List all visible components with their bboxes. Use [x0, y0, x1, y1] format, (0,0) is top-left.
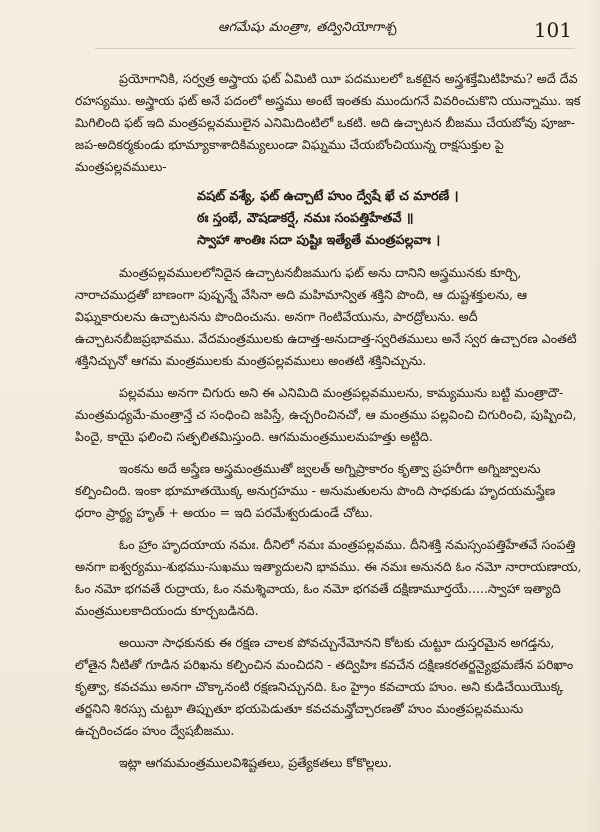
paragraph-1: మంత్రపల్లవములలోనిదైన ఉచ్చాటనబీజముగు ఫట్ అను దానిని అస్త్రమునకు కూర్చి, నారాచముద్రతో బాణంగా పుష్పన్నే వేసినా అది మహిమాన్విత శక్తిని పొంది, ఆ దుష్టశక్తులను, ఆ విఘ్నకారులను ఉచ్చాటనను పొందించును. అనగా గెంటివేయును, పారద్రోలును. అదీ ఉచ్చాటనబీజప్రభావము. వేదమంత్రములకు ఉదాత్త-అనుదాత్త-స్వరితములు అనే స్వర ఉచ్చారణ ఎంతటి శక్తినిచ్చునో ఆగమ మంత్రములకు మంత్రపల్లవములు అంతటి శక్తినిచ్చును. — [75, 265, 577, 368]
page-number: 101 — [533, 18, 572, 42]
paragraph-6: ఇట్లా ఆగమమంత్రములవిశిష్టతలు, ప్రత్యేకతలు కోకొల్లలు. — [119, 755, 392, 770]
verse-line-1: వషట్ వశ్యే, ఫట్ ఉచ్చాటే హుం ద్వేషే ఖే చ మారణే । — [197, 189, 459, 204]
page-content — [75, 68, 585, 784]
verse-line-2: ఠః స్తంభే, వౌషడాకర్షే, నమః సంపత్తిహేతవే ॥ — [197, 211, 414, 226]
verse-line-3: స్వాహా శాంతిః సదా పుష్టిః ఇత్యేతే మంత్రపల్లవాః । — [197, 233, 441, 248]
paragraph-4: ఓం హ్రాం హృదయాయ నమః. దీనిలో నమః మంత్రపల్లవము. దీనిశక్తి నమస్సంపత్తిహేతవే సంపత్తి అనగా ఐశ్వర్యము-శుభము-సుఖము ఇత్యాదులని భావము. ఈ నమః అనునది ఓం నమో నారాయణాయ, ఓం నమో భగవతే రుద్రాయ, ఓం నమశ్శివాయ, ఓం నమో భగవతే దక్షిణామూర్తయే.....స్వాహా ఇత్యాది మంత్రములకాదియందు కూర్చబడినది. — [75, 537, 582, 618]
header-divider — [95, 48, 575, 49]
paragraph-5: అయినా సాధకునకు ఈ రక్షణ చాలక పోవచ్చునేమోనని కోటకు చుట్టూ దుస్తరమైన అగడ్తను, లోతైన నీటితో గూడిన పరిఖను కల్పించిన మంచిదని - తద్విహిః కవచేన దక్షిణకరతర్జన్యైభ్రమణేన పరిఖాం కృత్వా, కవచము అనగా చొక్కానంటి రక్షణనిచ్చునది. ఓం హ్రైం కవచాయ హుం. అని కుడిచేయియొక్క తర్జనిని శిరస్సు చుట్టూ తిప్పుతూ భయపెడుతూ కవచమన్త్రోచ్చారణతో హుం మంత్రపల్లవమును ఉచ్చరించడం హుం ద్వేషబీజము. — [75, 635, 574, 738]
verse-block — [75, 186, 585, 252]
paragraph-3: ఇంకను అదే అస్త్రేణ అస్త్రమంత్రముతో జ్వలత్ అగ్నిప్రాకారం కృత్వా ప్రహరీగా అగ్నిజ్వాలను కల్పించింది. ఇంకా భూమాతయొక్క అనుగ్రహము - అనుమతులను పొంది సాధకుడు హృదయమస్త్రేణ ధరాం ప్రార్థ్య హృత్ + అయం = ఇది పరమేశ్వరుడుండే చోటు. — [75, 461, 556, 520]
paper-edge-shadow — [584, 0, 600, 832]
paragraph-intro: ప్రయోగానికి, సర్వత్ర అస్త్రాయ ఫట్ ఏమిటి యీ పదములలో ఒకటైన అస్త్రశక్తేమిటిహిమ? అదే దేవ రహస్యము. అస్త్రాయ ఫట్ అనే పదంలో అస్త్రము అంటే ఇంతకు ముందుగనే వివరించుకొని యున్నాము. ఇక మిగిలింది ఫట్ ఇది మంత్రపల్లవములైన ఎనిమిదింటిలో ఒకటి. అది ఉచ్చాటన బీజము చేయబోవు పూజా-జప-అదికర్మకుండు భూమ్యాకాశాదికిమ్యలుండా విఘ్నము చేయబోంచియున్న రాక్షసుక్తుల పై మంత్రపల్లవములు- — [75, 71, 581, 174]
running-header: ఆగమేషు మంత్రాః, తద్వినియోగాశ్చ — [218, 20, 397, 35]
paragraph-2: పల్లవము అనగా చిగురు అని ఈ ఎనిమిది మంత్రపల్లవములను, కామ్యమును బట్టి మంత్రాదౌ-మంత్రమధ్యమే-మంత్రాన్తే చ సంధించి జపిస్తే, ఉచ్చరించినచో, ఆ మంత్రము పల్లవించి చిగురించి, పుష్పించి, పిందై, కాయై ఫలించి సత్ఫలితమిస్తుంది. ఆగమమంత్రములమహత్తు అట్టిది. — [75, 385, 577, 444]
